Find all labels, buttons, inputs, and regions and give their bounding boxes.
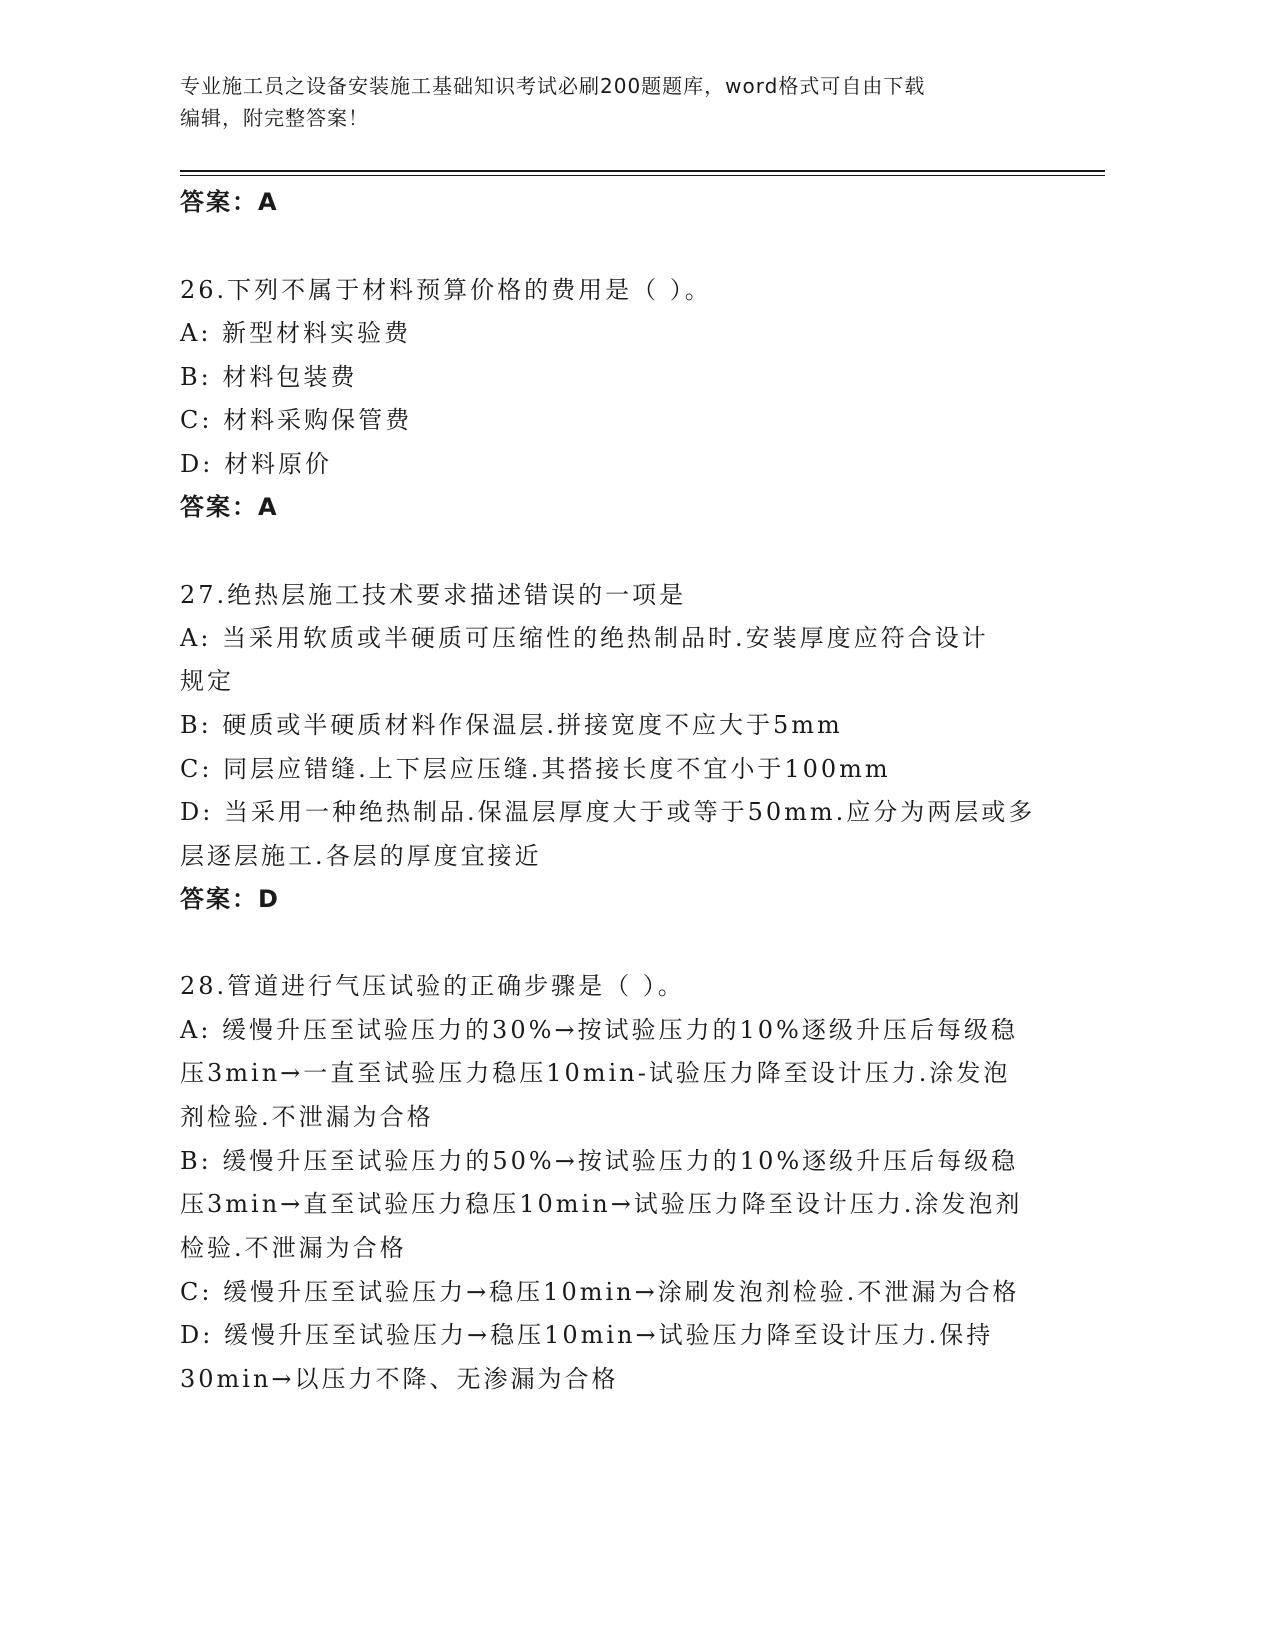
header-line-1: 专业施工员之设备安装施工基础知识考试必刷200题题库，word格式可自由下载 — [180, 74, 926, 98]
option-line: C: 同层应错缝.上下层应压缝.其搭接长度不宜小于100mm — [180, 755, 891, 783]
option-line: A: 缓慢升压至试验压力的30%→按试验压力的10%逐级升压后每级稳 — [180, 1016, 1018, 1044]
option-line: D: 材料原价 — [180, 450, 332, 478]
option-line: 压3min→直至试验压力稳压10min→试验压力降至设计压力.涂发泡剂 — [180, 1190, 1023, 1218]
question-stem: 27.绝热层施工技术要求描述错误的一项是 — [180, 581, 687, 609]
option-line: 剂检验.不泄漏为合格 — [180, 1103, 434, 1131]
question-stem: 28.管道进行气压试验的正确步骤是（ ）。 — [180, 972, 685, 1000]
header-line-2: 编辑，附完整答案！ — [180, 106, 369, 130]
option-line: D: 当采用一种绝热制品.保温层厚度大于或等于50mm.应分为两层或多 — [180, 798, 1036, 826]
answer-line: 答案：D — [180, 885, 280, 913]
option-line: B: 材料包装费 — [180, 363, 358, 391]
option-line: C: 缓慢升压至试验压力→稳压10min→涂刷发泡剂检验.不泄漏为合格 — [180, 1278, 1020, 1306]
option-line: A: 新型材料实验费 — [180, 319, 412, 347]
option-line: 压3min→一直至试验压力稳压10min-试验压力降至设计压力.涂发泡 — [180, 1059, 1011, 1087]
option-line: B: 硬质或半硬质材料作保温层.拼接宽度不应大于5mm — [180, 711, 843, 739]
option-line: 30min→以压力不降、无渗漏为合格 — [180, 1365, 619, 1393]
header-rule-thick — [180, 170, 1105, 172]
answer-line: 答案：A — [180, 188, 279, 216]
answer-line: 答案：A — [180, 493, 279, 521]
header-rule-thin — [180, 175, 1105, 176]
option-line: B: 缓慢升压至试验压力的50%→按试验压力的10%逐级升压后每级稳 — [180, 1147, 1019, 1175]
document-header — [180, 70, 1040, 134]
option-line: A: 当采用软质或半硬质可压缩性的绝热制品时.安装厚度应符合设计 — [180, 624, 989, 652]
option-line: 检验.不泄漏为合格 — [180, 1234, 407, 1262]
option-line: C: 材料采购保管费 — [180, 406, 413, 434]
option-line: 层逐层施工.各层的厚度宜接近 — [180, 842, 542, 870]
option-line: 规定 — [180, 667, 234, 695]
option-line: D: 缓慢升压至试验压力→稳压10min→试验压力降至设计压力.保持 — [180, 1321, 994, 1349]
question-stem: 26.下列不属于材料预算价格的费用是（ ）。 — [180, 276, 712, 304]
